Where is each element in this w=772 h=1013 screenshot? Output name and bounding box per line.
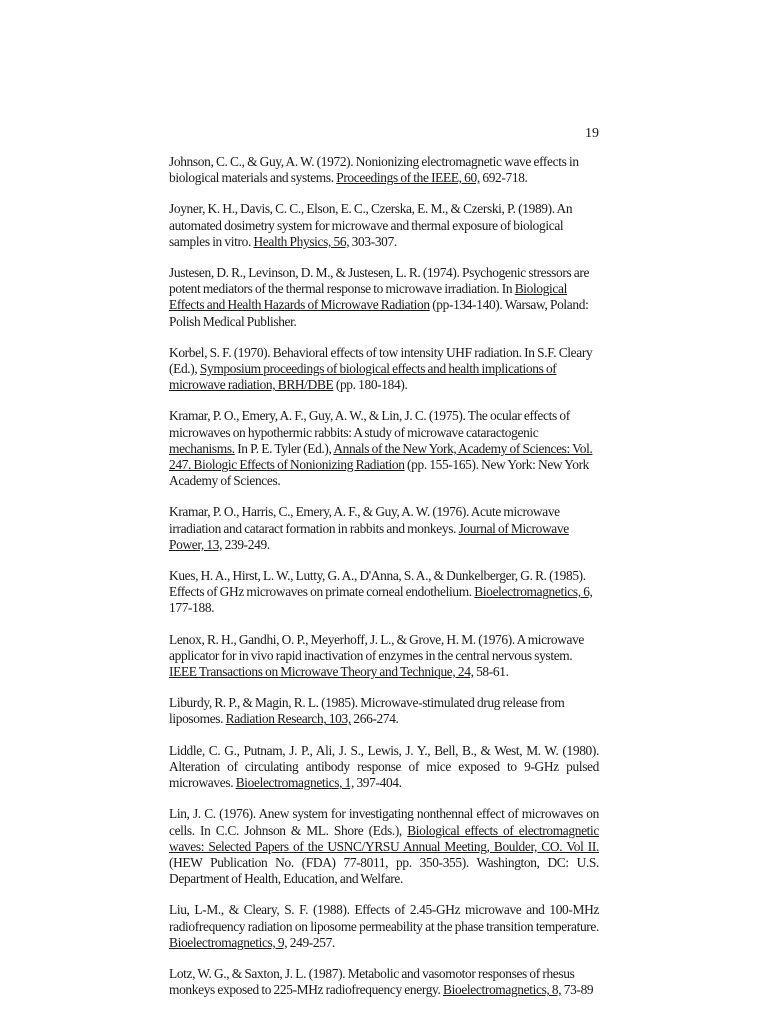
reference-text: (HEW Publication No. (FDA) 77-8011, pp. 350-355). Washington, DC: U.S. Department of Health, Education, and Welfare. [169, 854, 599, 887]
reference-text: (pp-134-140). Warsaw, Poland: Polish Medical Publisher. [169, 297, 589, 329]
reference-text: Lenox, R. H., Gandhi, O. P., Meyerhoff, J. L., & Grove, H. M. (1976). A microwave applicator for in vivo rapid inactivation of enzymes in the central nervous system. [169, 631, 585, 663]
reference-text: 249-257. [287, 934, 335, 950]
reference-entry [169, 632, 599, 681]
reference-text: Joyner, K. H., Davis, C. C., Elson, E. C., Czerska, E. M., & Czerski, P. (1989). An automated dosimetry system for microwave and thermal exposure of biological samples in vitro. [169, 201, 573, 249]
reference-text: 692-718. [479, 170, 528, 186]
reference-text: 303-307. [349, 233, 397, 249]
reference-text: Lin, J. C. (1976). Anew system for investigating nonthennal effect of microwaves on cells. In C.C. Johnson & ML. Shore (Eds.), [169, 806, 599, 838]
reference-source: Symposium proceedings of biological effects and health implications of microwave radiation, BRH/DBE [169, 361, 557, 393]
reference-source: Annals of the New York, Academy of Sciences: Vol. 247. Biologic Effects of Nonionizing Radiation [169, 440, 593, 473]
reference-entry [169, 902, 599, 951]
reference-entry [169, 504, 599, 553]
reference-list [169, 154, 599, 1013]
reference-entry [169, 695, 599, 727]
reference-text: Justesen, D. R., Levinson, D. M., & Justesen, L. R. (1974). Psychogenic stressors are potent mediators of the thermal response to microwave irradiation. In [169, 265, 590, 297]
reference-text: 397-404. [353, 775, 402, 791]
reference-text: Liu, L-M., & Cleary, S. F. (1988). Effects of 2.45-GHz microwave and 100-MHz radiofrequency radiation on liposome permeability at the phase transition temperature. [169, 902, 599, 934]
reference-entry [169, 201, 599, 250]
reference-entry [169, 966, 599, 998]
reference-text: (pp. 180-184). [333, 377, 408, 393]
reference-text: 73-89 [561, 982, 594, 998]
reference-entry [169, 743, 599, 792]
reference-text: Liddle, C. G., Putnam, J. P., Ali, J. S., Lewis, J. Y., Bell, B., & West, M. W. (1980). Alteration of circulating antibody response of mice exposed to 9-GHz pulsed microwaves. [169, 742, 599, 791]
reference-text: Kramar, P. O., Emery, A. F., Guy, A. W., & Lin, J. C. (1975). The ocular effects of microwaves on hypothermic rabbits: A study of microwave cataractogenic [169, 408, 570, 440]
reference-text: 58-61. [473, 664, 509, 680]
reference-text: 266-274. [350, 711, 399, 727]
reference-text: 177-188. [169, 600, 215, 616]
reference-text: Lotz, W. G., & Saxton, J. L. (1987). Metabolic and vasomotor responses of rhesus monkeys exposed to 225-MHz radiofrequency energy. [169, 965, 575, 998]
page-number: 19 [585, 126, 599, 141]
reference-entry [169, 408, 599, 489]
reference-entry [169, 265, 599, 330]
reference-source: Biological Effects and Health Hazards of Microwave Radiation [169, 281, 567, 313]
reference-source: IEEE Transactions on Microwave Theory and Technique, 24, [169, 664, 474, 680]
reference-entry [169, 806, 599, 887]
reference-text: Kues, H. A., Hirst, L. W., Lutty, G. A., D'Anna, S. A., & Dunkelberger, G. R. (1985). Effects of GHz microwaves on primate corneal endothelium. [169, 568, 586, 600]
reference-source: Bioelectromagnetics, 6, [474, 584, 593, 600]
reference-text: 239-249. [222, 536, 270, 552]
reference-entry [169, 345, 599, 394]
reference-source: mechanisms. [169, 440, 235, 456]
reference-text: Korbel, S. F. (1970). Behavioral effects of tow intensity UHF radiation. In S.F. Cleary (Ed.), [169, 344, 593, 377]
reference-text: Liburdy, R. P., & Magin, R. L. (1985). Microwave-stimulated drug release from liposomes. [169, 695, 565, 727]
reference-source: Bioelectromagnetics, 8, [443, 982, 562, 998]
reference-text: Johnson, C. C., & Guy, A. W. (1972). Nonionizing electromagnetic wave effects in biological materials and systems. [169, 154, 579, 186]
reference-source: Health Physics, 56, [253, 233, 350, 249]
reference-source: Proceedings of the IEEE, 60, [336, 170, 480, 186]
reference-source: Journal of Microwave Power, 13, [169, 520, 569, 552]
reference-source: Biological effects of electromagnetic waves: Selected Papers of the USNC/YRSU Annual Meeting, Boulder, CO. Vol II. [169, 822, 599, 854]
reference-text: Kramar, P. O., Harris, C., Emery, A. F., & Guy, A. W. (1976). Acute microwave irradiation and cataract formation in rabbits and monkeys. [169, 504, 560, 536]
reference-text: In P. E. Tyler (Ed.), [234, 440, 334, 456]
reference-entry [169, 568, 599, 617]
reference-source: Radiation Research, 103, [225, 711, 351, 727]
reference-source: Bioelectromagnetics, 9, [169, 934, 288, 950]
reference-source: Bioelectromagnetics, 1, [235, 775, 354, 791]
reference-text: (pp. 155-165). New York: New York Academy of Sciences. [169, 457, 590, 489]
reference-entry [169, 154, 599, 186]
